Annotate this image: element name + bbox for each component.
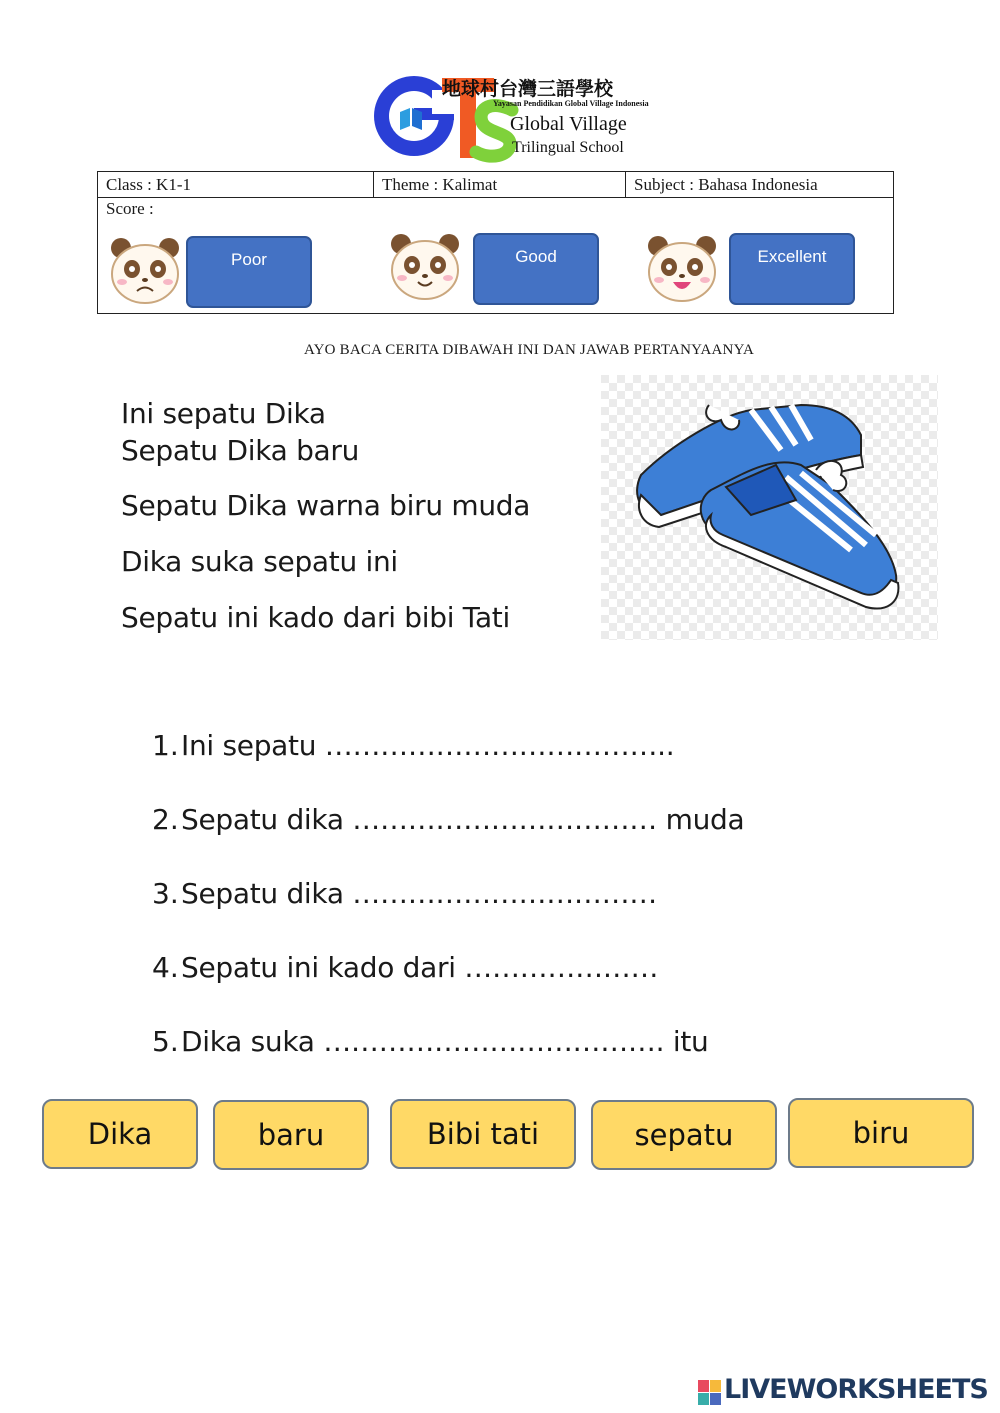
story-line: Sepatu Dika warna biru muda bbox=[121, 489, 531, 522]
question-text: Sepatu dika …………………………… bbox=[181, 877, 657, 910]
school-name-line1: Global Village bbox=[510, 113, 627, 135]
excellent-button[interactable]: Excellent bbox=[729, 233, 855, 305]
story-line: Sepatu ini kado dari bibi Tati bbox=[121, 601, 510, 634]
instruction-text: AYO BACA CERITA DIBAWAH INI DAN JAWAB PERTANYAANYA bbox=[303, 342, 754, 358]
question-text: Sepatu dika …………………………… muda bbox=[181, 803, 745, 836]
foundation-name: Yayasan Pendidikan Global Village Indonesia bbox=[493, 99, 649, 108]
question-number: 1. bbox=[152, 729, 179, 762]
liveworksheets-brand: LIVEWORKSHEETS bbox=[724, 1374, 988, 1405]
question-number: 4. bbox=[152, 951, 179, 984]
info-row bbox=[98, 172, 893, 198]
word-option-bibi-tati[interactable]: Bibi tati bbox=[390, 1099, 576, 1169]
smiling-panda-icon bbox=[389, 232, 461, 300]
story-line: Dika suka sepatu ini bbox=[121, 545, 398, 578]
question-text: Ini sepatu ……………………………….. bbox=[181, 729, 675, 762]
happy-panda-icon bbox=[646, 234, 718, 302]
poor-button[interactable]: Poor bbox=[186, 236, 312, 308]
theme-cell: Theme : Kalimat bbox=[374, 172, 626, 197]
score-label: Score : bbox=[106, 199, 154, 218]
info-table bbox=[97, 171, 894, 314]
question-text: Dika suka ………………………………. itu bbox=[181, 1025, 709, 1058]
question-number: 3. bbox=[152, 877, 179, 910]
good-button[interactable]: Good bbox=[473, 233, 599, 305]
liveworksheets-logo-icon bbox=[698, 1380, 722, 1406]
school-name-line2: Trilingual School bbox=[512, 139, 624, 156]
word-option-dika[interactable]: Dika bbox=[42, 1099, 198, 1169]
question-number: 5. bbox=[152, 1025, 179, 1058]
class-cell: Class : K1-1 bbox=[98, 172, 374, 197]
word-option-sepatu[interactable]: sepatu bbox=[591, 1100, 777, 1170]
question-text: Sepatu ini kado dari ………………… bbox=[181, 951, 659, 984]
school-name-chinese: 地球村台灣三語學校 bbox=[442, 78, 614, 100]
story-line: Ini sepatu Dika bbox=[121, 397, 326, 430]
blue-shoes-image bbox=[601, 375, 938, 640]
story-line: Sepatu Dika baru bbox=[121, 434, 360, 467]
word-option-biru[interactable]: biru bbox=[788, 1098, 974, 1168]
question-number: 2. bbox=[152, 803, 179, 836]
word-option-baru[interactable]: baru bbox=[213, 1100, 369, 1170]
subject-cell: Subject : Bahasa Indonesia bbox=[634, 175, 818, 194]
sad-panda-icon bbox=[109, 236, 181, 304]
